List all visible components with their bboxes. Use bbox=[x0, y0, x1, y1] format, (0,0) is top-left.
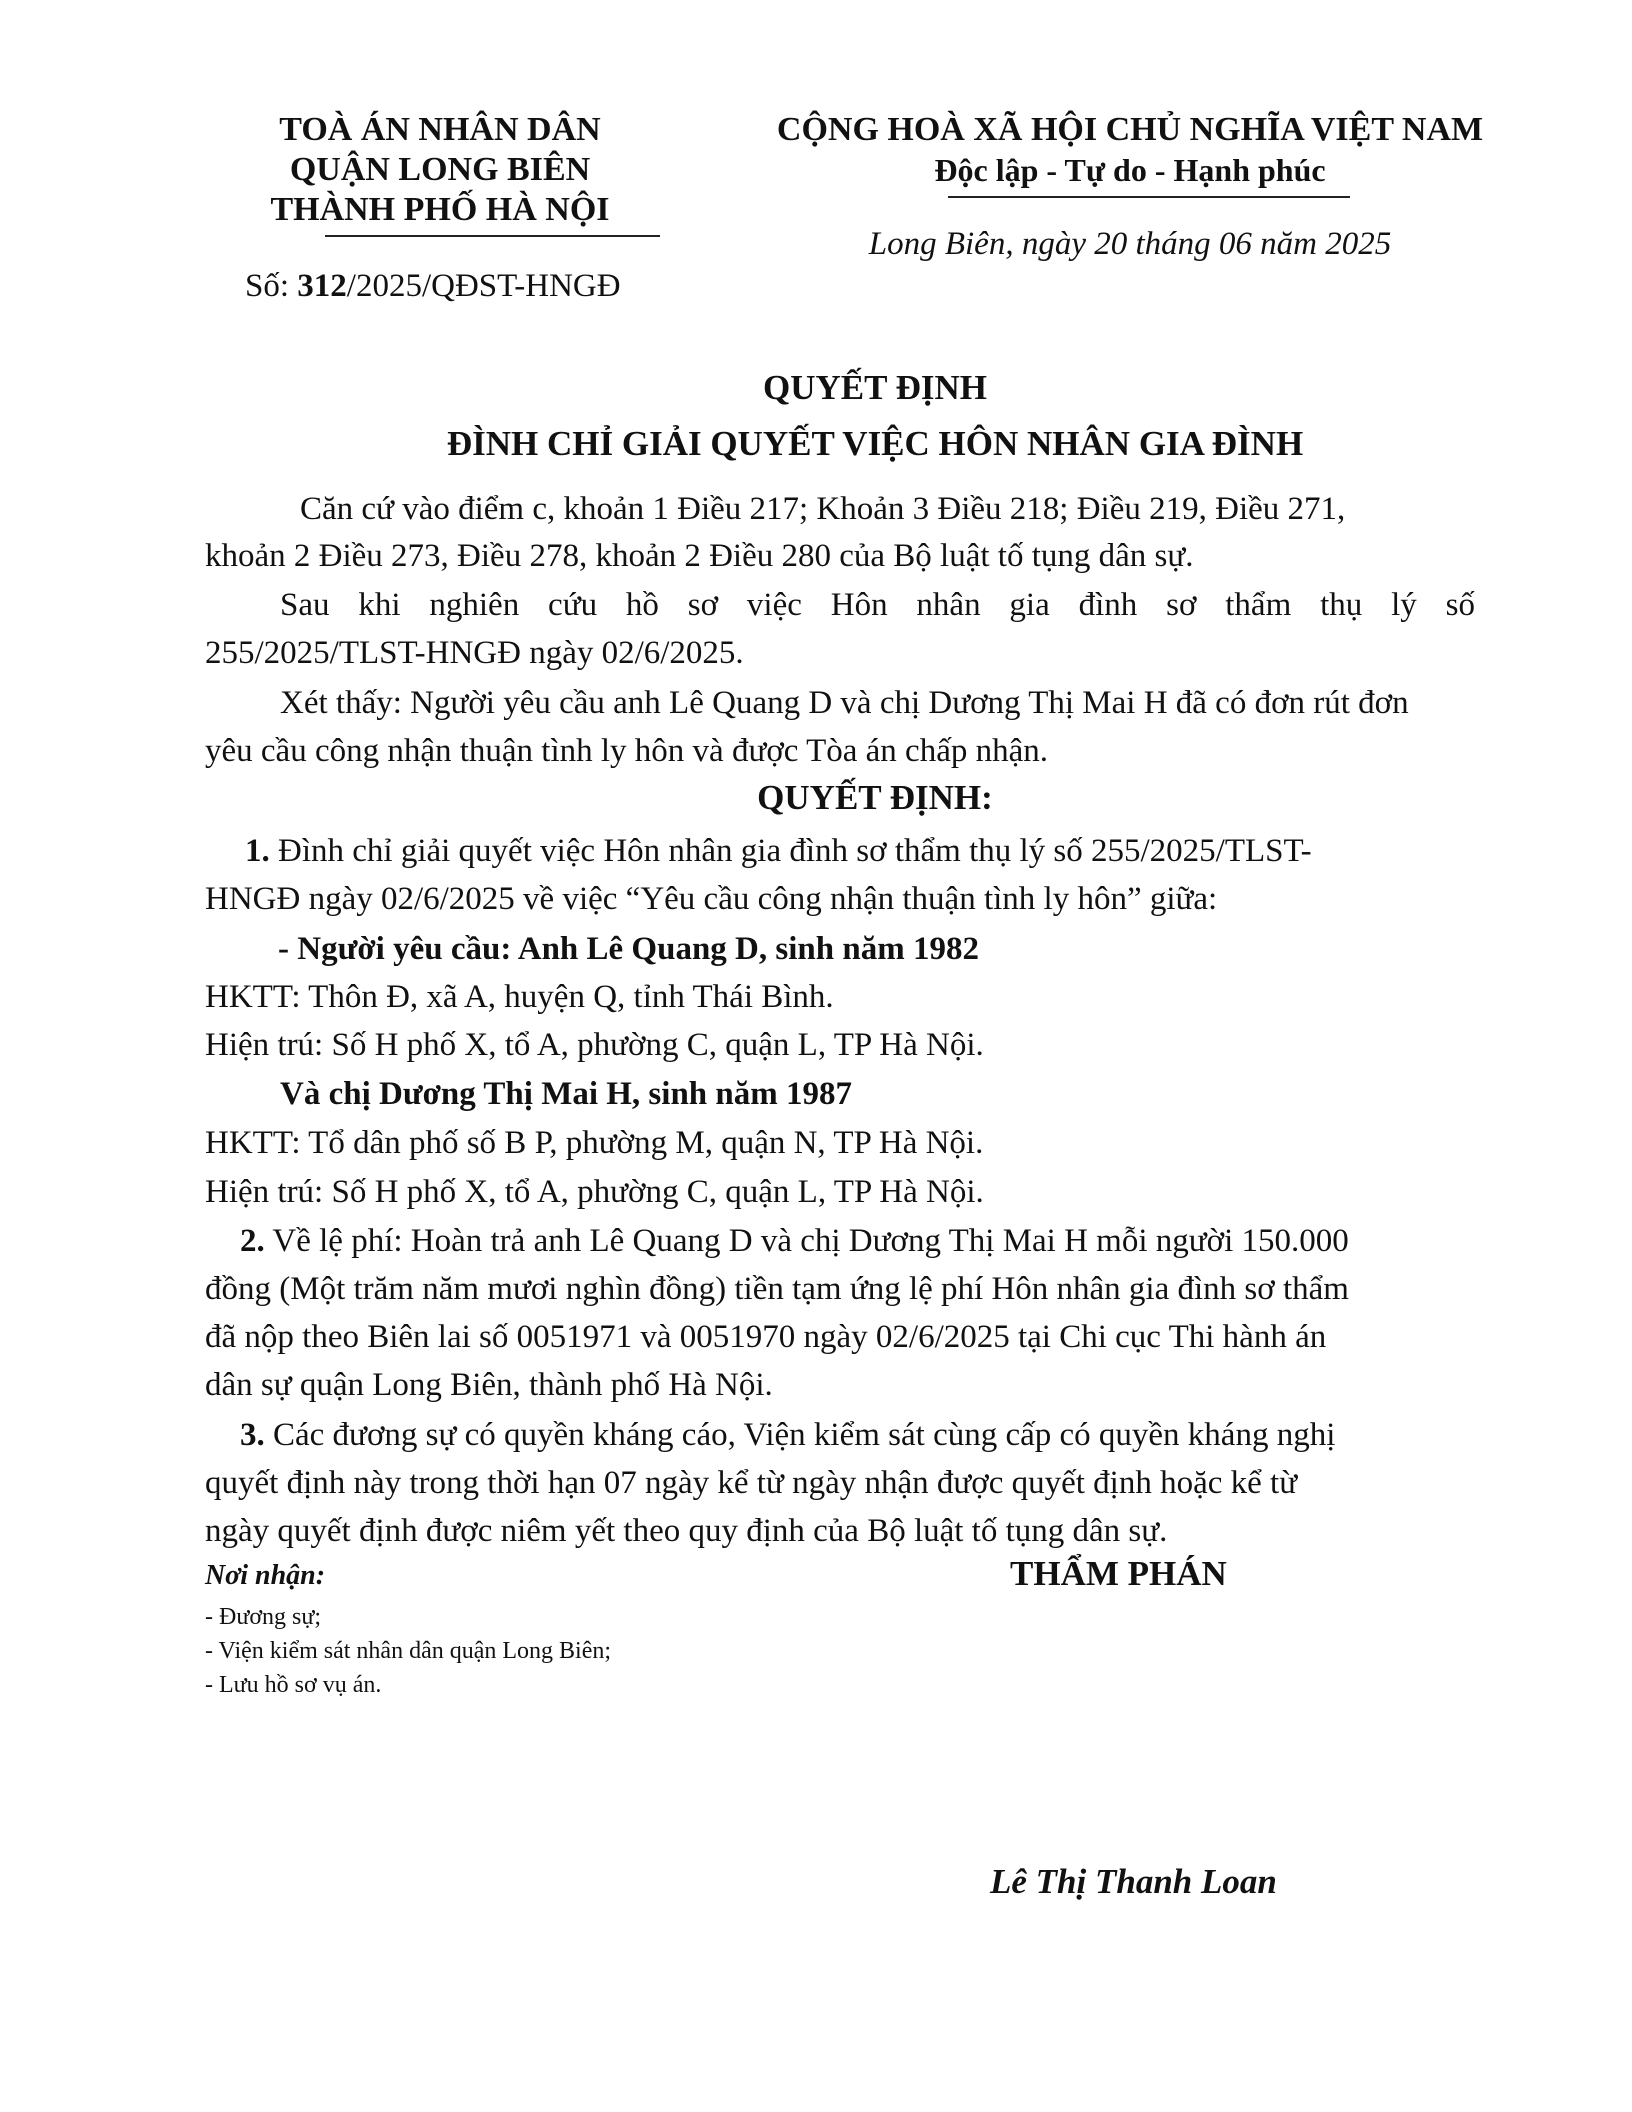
signer-name: Lê Thị Thanh Loan bbox=[990, 1862, 1277, 1901]
recipient-item: - Lưu hồ sơ vụ án. bbox=[205, 1672, 382, 1698]
document-title: QUYẾT ĐỊNH bbox=[763, 368, 987, 407]
party1-heading: - Người yêu cầu: Anh Lê Quang D, sinh năm 1982 bbox=[278, 931, 979, 967]
motto-underline bbox=[948, 196, 1350, 198]
item3-line2: quyết định này trong thời hạn 07 ngày kể từ ngày nhận được quyết định hoặc kể từ bbox=[205, 1465, 1298, 1501]
party1-hktt: HKTT: Thôn Đ, xã A, huyện Q, tỉnh Thái Bình. bbox=[205, 979, 834, 1015]
item1-number: 1. bbox=[245, 833, 270, 869]
national-title: CỘNG HOÀ XÃ HỘI CHỦ NGHĨA VIỆT NAM bbox=[776, 111, 1484, 148]
item3-text: Các đương sự có quyền kháng cáo, Viện kiểm sát cùng cấp có quyền kháng nghị bbox=[264, 1417, 1336, 1453]
preamble-p1-line2: khoản 2 Điều 273, Điều 278, khoản 2 Điều 280 của Bộ luật tố tụng dân sự. bbox=[205, 538, 1194, 574]
item2-line1 bbox=[240, 1218, 1349, 1265]
recipient-item: - Đương sự; bbox=[205, 1604, 322, 1630]
decision-number-bold: 312 bbox=[297, 268, 347, 304]
party2-residence: Hiện trú: Số H phố X, tổ A, phường C, quận L, TP Hà Nội. bbox=[205, 1174, 984, 1210]
item2-line2: đồng (Một trăm năm mươi nghìn đồng) tiền tạm ứng lệ phí Hôn nhân gia đình sơ thẩm bbox=[205, 1271, 1349, 1307]
document-date: Long Biên, ngày 20 tháng 06 năm 2025 bbox=[868, 226, 1392, 262]
item1-line2: HNGĐ ngày 02/6/2025 về việc “Yêu cầu công nhận thuận tình ly hôn” giữa: bbox=[205, 881, 1218, 917]
recipients-label: Nơi nhận: bbox=[205, 1560, 326, 1591]
preamble-p1-line1: Căn cứ vào điểm c, khoản 1 Điều 217; Khoản 3 Điều 218; Điều 219, Điều 271, bbox=[300, 491, 1346, 527]
document-subtitle: ĐÌNH CHỈ GIẢI QUYẾT VIỆC HÔN NHÂN GIA ĐÌNH bbox=[446, 424, 1304, 463]
preamble-p2-line2: 255/2025/TLST-HNGĐ ngày 02/6/2025. bbox=[205, 635, 744, 671]
recipient-item: - Viện kiểm sát nhân dân quận Long Biên; bbox=[205, 1638, 612, 1664]
decision-number-suffix: /2025/QĐST-HNGĐ bbox=[346, 268, 621, 304]
item3-number: 3. bbox=[240, 1417, 265, 1453]
national-motto: Độc lập - Tự do - Hạnh phúc bbox=[934, 152, 1326, 188]
court-underline bbox=[325, 235, 660, 237]
court-name-line2: QUẬN LONG BIÊN bbox=[289, 151, 591, 188]
item3-line1 bbox=[240, 1412, 1335, 1459]
court-name-line1: TOÀ ÁN NHÂN DÂN bbox=[279, 111, 601, 148]
signer-title: THẨM PHÁN bbox=[1010, 1554, 1227, 1593]
preamble-p3-line2: yêu cầu công nhận thuận tình ly hôn và được Tòa án chấp nhận. bbox=[205, 733, 1048, 769]
preamble-p3-line1: Xét thấy: Người yêu cầu anh Lê Quang D và chị Dương Thị Mai H đã có đơn rút đơn bbox=[280, 685, 1409, 721]
decision-heading: QUYẾT ĐỊNH: bbox=[757, 778, 993, 817]
party2-hktt: HKTT: Tổ dân phố số B P, phường M, quận N, TP Hà Nội. bbox=[205, 1125, 984, 1161]
party1-residence: Hiện trú: Số H phố X, tổ A, phường C, quận L, TP Hà Nội. bbox=[205, 1027, 984, 1063]
decision-number bbox=[245, 268, 621, 305]
court-name-line3: THÀNH PHỐ HÀ NỘI bbox=[270, 191, 610, 228]
item3-line3: ngày quyết định được niêm yết theo quy định của Bộ luật tố tụng dân sự. bbox=[205, 1513, 1168, 1549]
item2-number: 2. bbox=[240, 1223, 265, 1259]
item2-line3: đã nộp theo Biên lai số 0051971 và 0051970 ngày 02/6/2025 tại Chi cục Thi hành án bbox=[205, 1319, 1327, 1355]
item1-text: Đình chỉ giải quyết việc Hôn nhân gia đình sơ thẩm thụ lý số 255/2025/TLST- bbox=[269, 833, 1312, 869]
item2-line4: dân sự quận Long Biên, thành phố Hà Nội. bbox=[205, 1367, 773, 1403]
item1-line1 bbox=[245, 828, 1312, 875]
item2-text: Về lệ phí: Hoàn trả anh Lê Quang D và chị Dương Thị Mai H mỗi người 150.000 bbox=[264, 1223, 1349, 1259]
decision-number-prefix: Số: bbox=[245, 268, 298, 304]
preamble-p2-line1: Sau khi nghiên cứu hồ sơ việc Hôn nhân gia đình sơ thẩm thụ lý số bbox=[280, 587, 1475, 623]
party2-heading: Và chị Dương Thị Mai H, sinh năm 1987 bbox=[280, 1076, 852, 1112]
